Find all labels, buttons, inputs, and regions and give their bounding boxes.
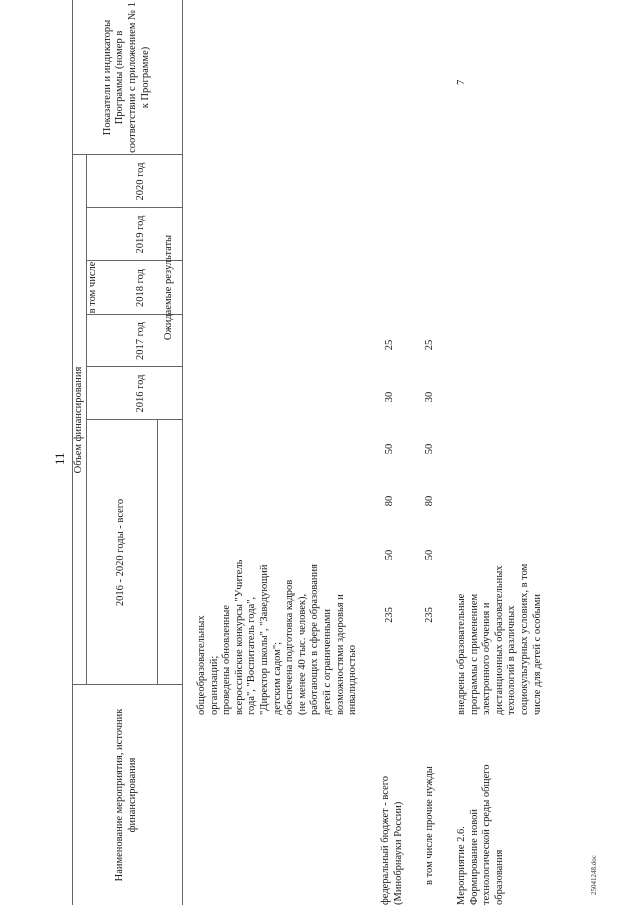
row2-2019: 30: [384, 391, 395, 403]
header-year-2019: 2019 год: [134, 215, 146, 254]
row2-2020: 25: [384, 339, 395, 351]
row3-total: 235: [424, 607, 435, 623]
row4-name: Мероприятие 2.6. Формирование новой технологической среды общего образования: [456, 764, 505, 905]
row4-indicator: 7: [456, 79, 467, 85]
row3-name: в том числе прочие нужды: [424, 766, 435, 885]
header-indicators: Показатели и индикаторы Программы (номер в соответствии с приложением № 1 к Программе): [101, 2, 151, 153]
header-year-2017: 2017 год: [134, 322, 146, 360]
row3-2018: 50: [424, 443, 435, 455]
page-number: 11: [52, 452, 67, 465]
header-funding-volume: Объем финансирования: [72, 366, 84, 474]
row2-total: 235: [384, 607, 395, 623]
row2-2017: 80: [384, 495, 395, 507]
row3-2017: 80: [424, 495, 435, 507]
header-expected-results: Ожидаемые результаты: [163, 234, 175, 341]
row4-results: внедрены образовательные программы с применением электронного обучения и дистанционных образовательных технологий в различных социокультурных условиях, в том числе для детей с особыми: [456, 563, 543, 715]
header-name: Наименование мероприятия, источник финансирования: [114, 708, 138, 882]
row3-2020: 25: [424, 339, 435, 351]
row2-2018: 50: [384, 443, 395, 455]
row2-2016: 50: [384, 549, 395, 561]
header-bottom-line: [182, 0, 183, 905]
row3-2019: 30: [424, 391, 435, 403]
row2-name: федеральный бюджет - всего (Минобрнауки России): [380, 775, 404, 905]
header-total: 2016 - 2020 годы - всего: [115, 498, 127, 607]
footer-code: 25041248.doc: [590, 855, 598, 895]
header-year-2020: 2020 год: [134, 162, 146, 201]
header-year-2018: 2018 год: [134, 269, 146, 307]
header-year-2016: 2016 год: [134, 374, 146, 413]
row3-2016: 50: [424, 549, 435, 561]
row1-results: общеобразовательных организаций; проведены обновленные всероссийские конкурсы "Учитель года", "Воспитатель года", "Директор школы", "Заведующий детским садом"; обеспечена подготовка кадров (не менее 40 тыс. человек), работающих в сфере образования детей с ограниченными возможностями здоровья и инвалидностью: [196, 559, 359, 715]
subheader-line: [157, 420, 158, 685]
header-including: в том числе: [86, 261, 98, 314]
